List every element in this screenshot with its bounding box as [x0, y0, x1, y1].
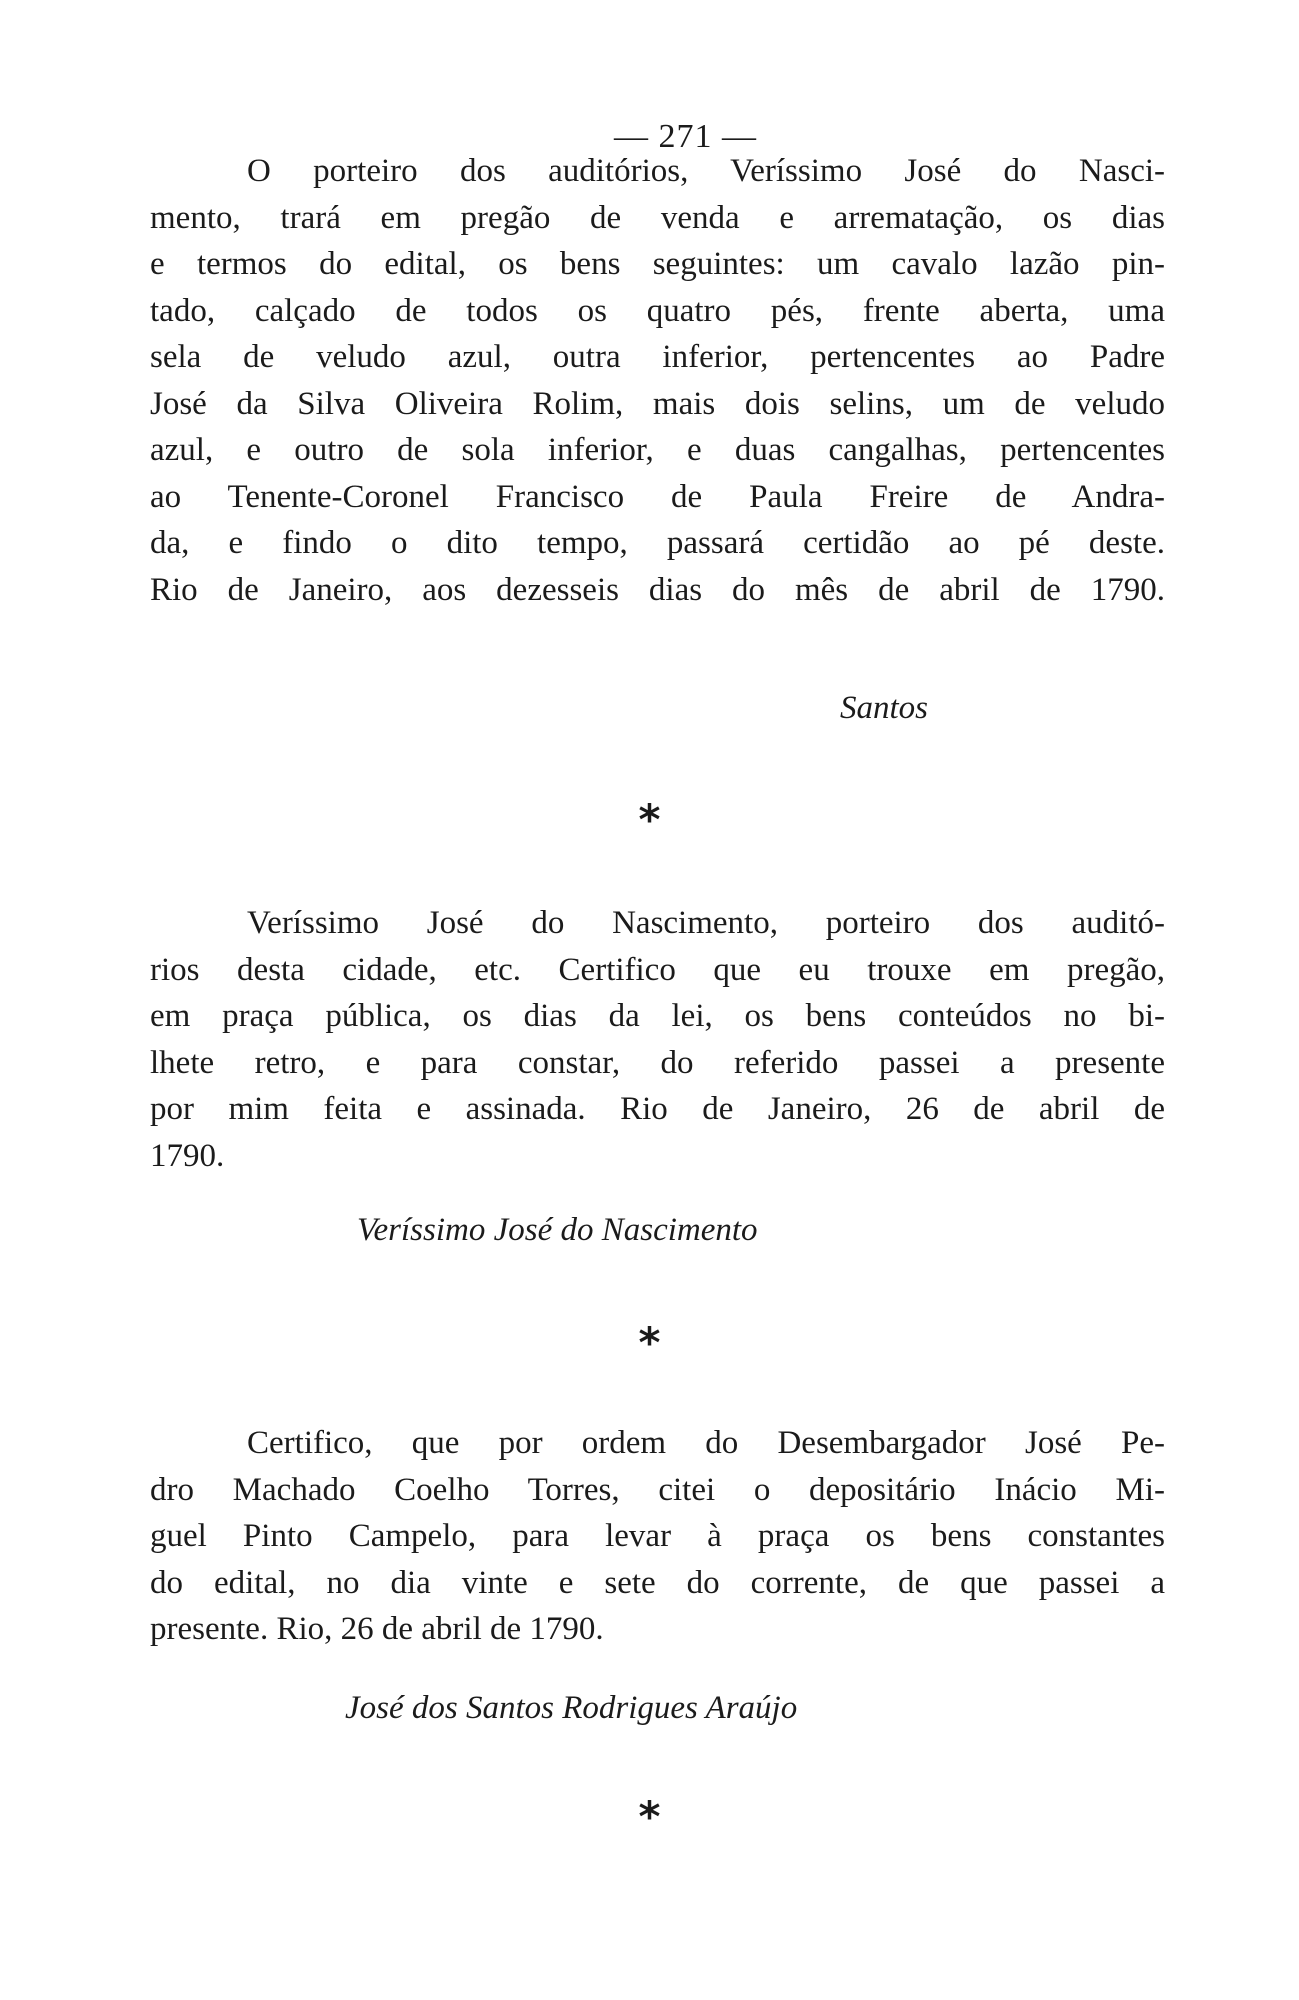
- text-line: do edital, no dia vinte e sete do corrente, de que passei a: [150, 1564, 1165, 1601]
- text-line: O porteiro dos auditórios, Veríssimo José do Nasci-: [247, 153, 1165, 189]
- text-line: dro Machado Coelho Torres, citei o depositário Inácio Mi-: [150, 1471, 1165, 1508]
- paragraph-auction-notice: [150, 148, 1165, 613]
- text-line: e termos do edital, os bens seguintes: um cavalo lazão pin-: [150, 246, 1165, 282]
- section-separator: *: [638, 1792, 661, 1841]
- text-line: Certifico, que por ordem do Desembargador José Pe-: [247, 1425, 1165, 1461]
- signature-araujo: José dos Santos Rodrigues Araújo: [345, 1690, 798, 1726]
- text-line: lhete retro, e para constar, do referido passei a presente: [150, 1044, 1165, 1081]
- text-line: 1790.: [150, 1137, 225, 1174]
- text-line: Rio de Janeiro, aos dezesseis dias do mês de abril de 1790.: [150, 571, 1165, 608]
- text-line: guel Pinto Campelo, para levar à praça os bens constantes: [150, 1518, 1165, 1554]
- text-line: tado, calçado de todos os quatro pés, frente aberta, uma: [150, 292, 1165, 329]
- text-line: José da Silva Oliveira Rolim, mais dois selins, um de veludo: [150, 385, 1165, 422]
- text-line: sela de veludo azul, outra inferior, pertencentes ao Padre: [150, 339, 1165, 375]
- paragraph-certificate-summons: [150, 1420, 1165, 1653]
- text-line: por mim feita e assinada. Rio de Janeiro, 26 de abril de: [150, 1091, 1165, 1127]
- section-separator: *: [638, 795, 661, 844]
- text-line: ao Tenente-Coronel Francisco de Paula Freire de Andra-: [150, 478, 1165, 515]
- text-line: da, e findo o dito tempo, passará certidão ao pé deste.: [150, 525, 1165, 561]
- text-line: em praça pública, os dias da lei, os bens conteúdos no bi-: [150, 998, 1165, 1034]
- text-line: Veríssimo José do Nascimento, porteiro dos auditó-: [247, 905, 1165, 941]
- section-separator: *: [638, 1318, 661, 1367]
- text-line: mento, trará em pregão de venda e arrematação, os dias: [150, 199, 1165, 236]
- signature-verissimo: Veríssimo José do Nascimento: [357, 1212, 758, 1248]
- text-line: presente. Rio, 26 de abril de 1790.: [150, 1611, 604, 1647]
- text-line: azul, e outro de sola inferior, e duas cangalhas, pertencentes: [150, 432, 1165, 468]
- signature-santos: Santos: [840, 690, 929, 726]
- paragraph-certificate-porter: [150, 900, 1165, 1179]
- page-number: — 271 —: [614, 118, 757, 155]
- text-line: rios desta cidade, etc. Certifico que eu trouxe em pregão,: [150, 951, 1165, 988]
